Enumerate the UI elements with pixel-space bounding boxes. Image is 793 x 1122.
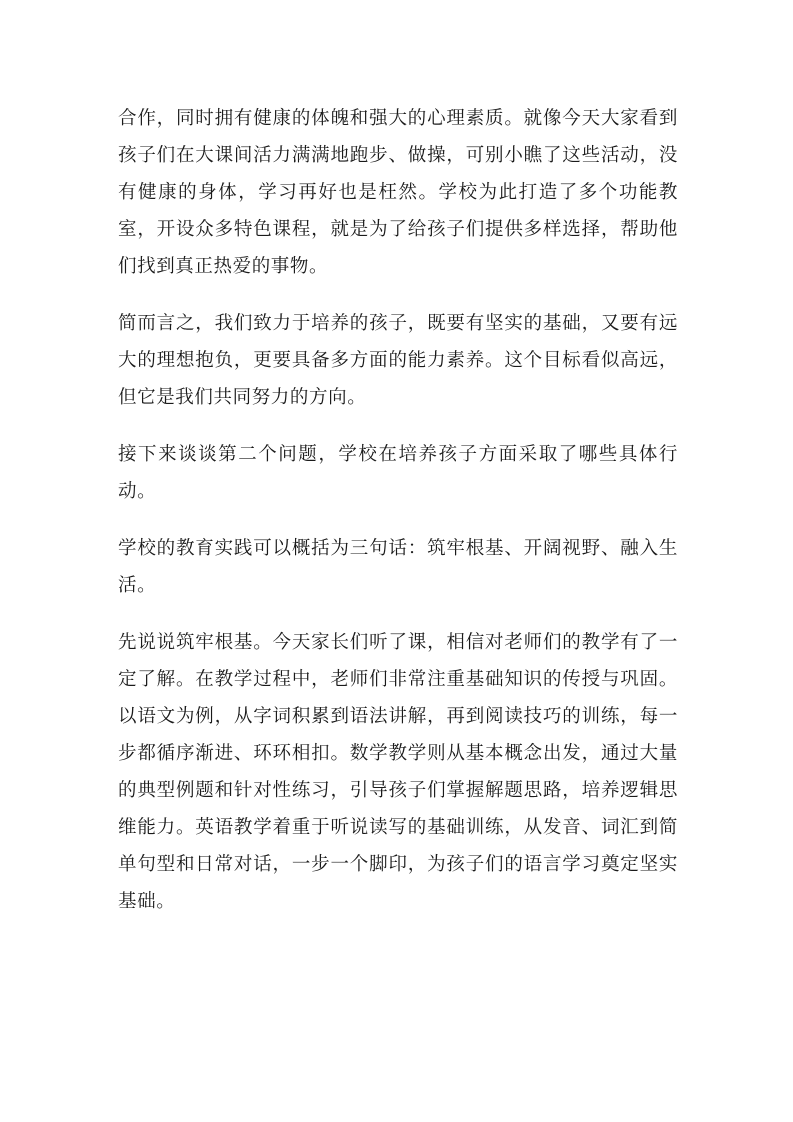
paragraph-1: 合作，同时拥有健康的体魄和强大的心理素质。就像今天大家看到孩子们在大课间活力满满地跑步、做操，可别小瞧了这些活动，没有健康的身体，学习再好也是枉然。学校为此打造了多个功能教室，开设众多特色课程，就是为了给孩子们提供多样选择，帮助他们找到真正热爱的事物。 bbox=[118, 108, 678, 277]
paragraph-3: 接下来谈谈第二个问题，学校在培养孩子方面采取了哪些具体行动。 bbox=[118, 444, 678, 502]
paragraph-4: 学校的教育实践可以概括为三句话：筑牢根基、开阔视野、融入生活。 bbox=[118, 538, 678, 596]
paragraph-5: 先说说筑牢根基。今天家长们听了课，相信对老师们的教学有了一定了解。在教学过程中，老师们非常注重基础知识的传授与巩固。以语文为例，从字词积累到语法讲解，再到阅读技巧的训练，每一步都循序渐进、环环相扣。数学教学则从基本概念出发，通过大量的典型例题和针对性练习，引导孩子们掌握解题思路，培养逻辑思维能力。英语教学着重于听说读写的基础训练，从发音、词汇到简单句型和日常对话，一步一个脚印，为孩子们的语言学习奠定坚实基础。 bbox=[118, 632, 678, 912]
paragraph-2: 简而言之，我们致力于培养的孩子，既要有坚实的基础，又要有远大的理想抱负，更要具备多方面的能力素养。这个目标看似高远，但它是我们共同努力的方向。 bbox=[118, 313, 678, 408]
document-body bbox=[118, 100, 678, 940]
